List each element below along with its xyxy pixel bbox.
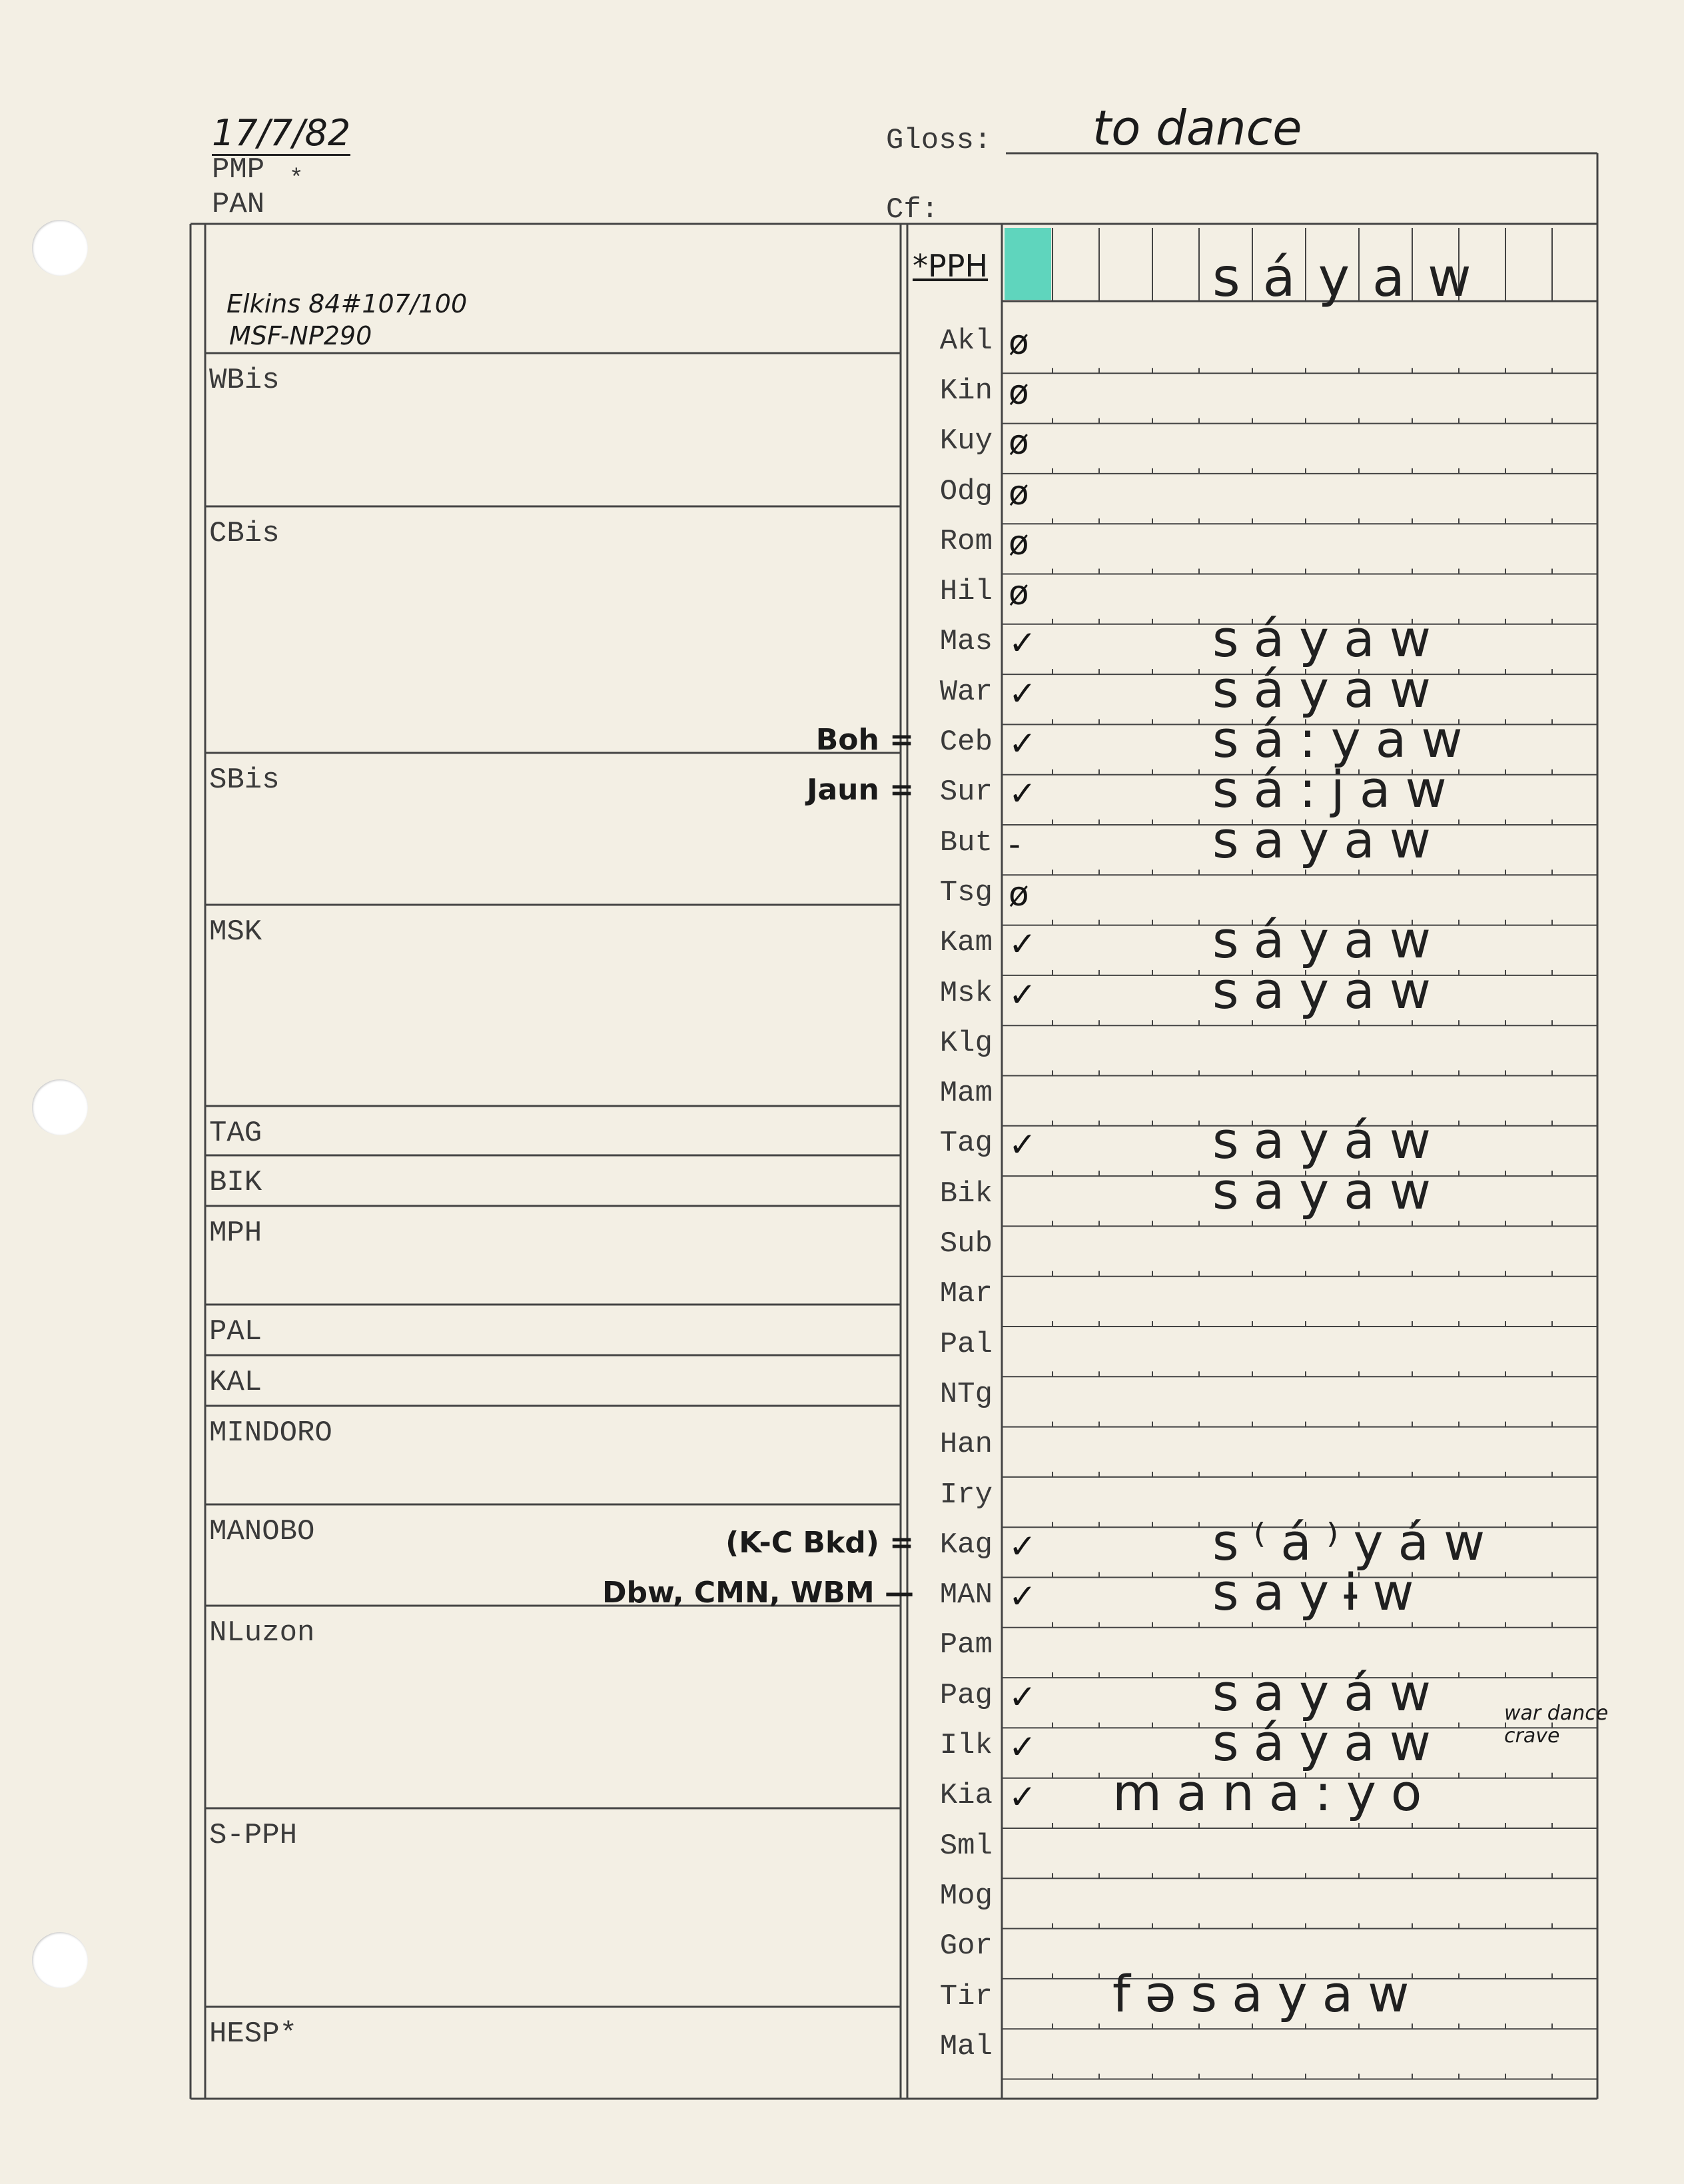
language-code: Akl [939,324,993,358]
language-code: Kag [939,1528,993,1562]
reflex-form: fəsayaw [1112,1963,1424,2023]
language-code: Hil [939,575,993,609]
dialect-note: Boh = [815,723,914,758]
check-mark: ✓ [1009,925,1037,964]
section-label: HESP* [209,2017,298,2051]
language-code: Pag [939,1678,993,1712]
section-label: PAL [209,1315,262,1349]
absent-mark: ø [1009,372,1029,412]
language-code: War [939,675,993,709]
check-mark: ✓ [1009,674,1037,713]
language-code: NTg [939,1377,993,1411]
gloss-value: to dance [1092,100,1302,156]
check-mark: ✓ [1009,1526,1037,1566]
language-code: Mas [939,625,993,659]
section-label: MPH [209,1217,262,1250]
reflex-form: sayáw [1212,1111,1446,1171]
section-label: MINDORO [209,1416,332,1450]
language-code: Odg [939,474,993,508]
reflex-form: sá:jaw [1212,760,1462,819]
language-code: MAN [939,1578,993,1612]
absent-mark: ø [1009,523,1029,562]
absent-mark: ø [1009,574,1029,613]
dialect-note: Jaun = [807,773,914,808]
language-code: Sur [939,776,993,810]
language-code: Bik [939,1177,993,1211]
section-label: MANOBO [209,1515,315,1548]
language-code: Gor [939,1929,993,1963]
reflex-form: sayɨw [1212,1562,1429,1622]
reflex-form: sayaw [1212,960,1446,1020]
dialect-note: (K-C Bkd) = [725,1525,914,1560]
cf-label: Cf: [886,193,939,227]
section-label: KAL [209,1366,262,1399]
language-code: Sub [939,1227,993,1261]
check-mark: ✓ [1009,975,1037,1014]
gloss-label: Gloss: [886,124,992,157]
language-code: Rom [939,524,993,558]
reflex-form: sáyaw [1212,1713,1446,1773]
check-mark: ✓ [1009,624,1037,663]
section-label: S-PPH [209,1819,298,1852]
reference-line-2: MSF-NP290 [229,321,372,350]
reflex-form: sayaw [1212,1161,1446,1221]
language-code: Pam [939,1628,993,1662]
reflex-form: mana:yo [1112,1763,1437,1823]
reference-line-1: Elkins 84#107/100 [226,289,468,318]
language-code: Ilk [939,1729,993,1763]
check-mark: ✓ [1009,774,1037,814]
language-code: Mam [939,1077,993,1111]
section-label: SBis [209,764,280,797]
absent-mark: ø [1009,473,1029,512]
section-label: CBis [209,517,280,550]
check-mark: ✓ [1009,724,1037,764]
check-mark: ✓ [1009,1728,1037,1767]
language-code: Msk [939,976,993,1010]
language-code: Kam [939,926,993,960]
section-label: NLuzon [209,1616,315,1650]
language-code: Kin [939,374,993,408]
side-gloss-note: war dance crave [1504,1702,1609,1748]
absent-mark: ø [1009,874,1029,913]
language-code: Tag [939,1127,993,1161]
section-label: MSK [209,915,262,949]
reflex-form: s⁽á⁾yáw [1212,1512,1500,1572]
language-code: Mar [939,1277,993,1311]
reflex-form: sá:yaw [1212,710,1477,770]
pmp-star: * [289,165,304,193]
check-mark: ✓ [1009,1677,1037,1716]
absent-mark: ø [1009,322,1029,362]
language-code: Mal [939,2029,993,2063]
reflex-form: sáyaw [1212,609,1446,669]
check-mark: ✓ [1009,1125,1037,1165]
reflex-form: sayáw [1212,1662,1446,1722]
language-code: Han [939,1428,993,1462]
language-code: Tir [939,1979,993,2013]
language-code: Kia [939,1779,993,1813]
section-label: TAG [209,1117,262,1150]
proto-highlight [1005,228,1051,300]
dialect-note: Dbw, CMN, WBM — [602,1576,914,1610]
check-mark: ✓ [1009,1778,1037,1817]
section-label: BIK [209,1166,262,1199]
language-code: Sml [939,1829,993,1863]
language-code: Tsg [939,875,993,909]
language-code: Ceb [939,726,993,760]
date: 17/7/82 [212,112,350,156]
dash-mark: - [1009,824,1021,863]
section-label: WBis [209,364,280,397]
proto-label: *PPH [913,248,989,284]
reflex-form: sáyaw [1212,659,1446,719]
language-code: Klg [939,1026,993,1060]
absent-mark: ø [1009,423,1029,462]
reflex-form: sáyaw [1212,910,1446,970]
language-code: Iry [939,1478,993,1512]
language-code: Kuy [939,424,993,458]
proto-form: sáyaw [1212,247,1494,308]
pmp-label: PMP [212,153,265,187]
language-code: But [939,825,993,859]
reflex-form: sayaw [1212,810,1446,869]
check-mark: ✓ [1009,1577,1037,1616]
language-code: Pal [939,1327,993,1361]
pan-label: PAN [212,188,265,221]
language-code: Mog [939,1879,993,1913]
